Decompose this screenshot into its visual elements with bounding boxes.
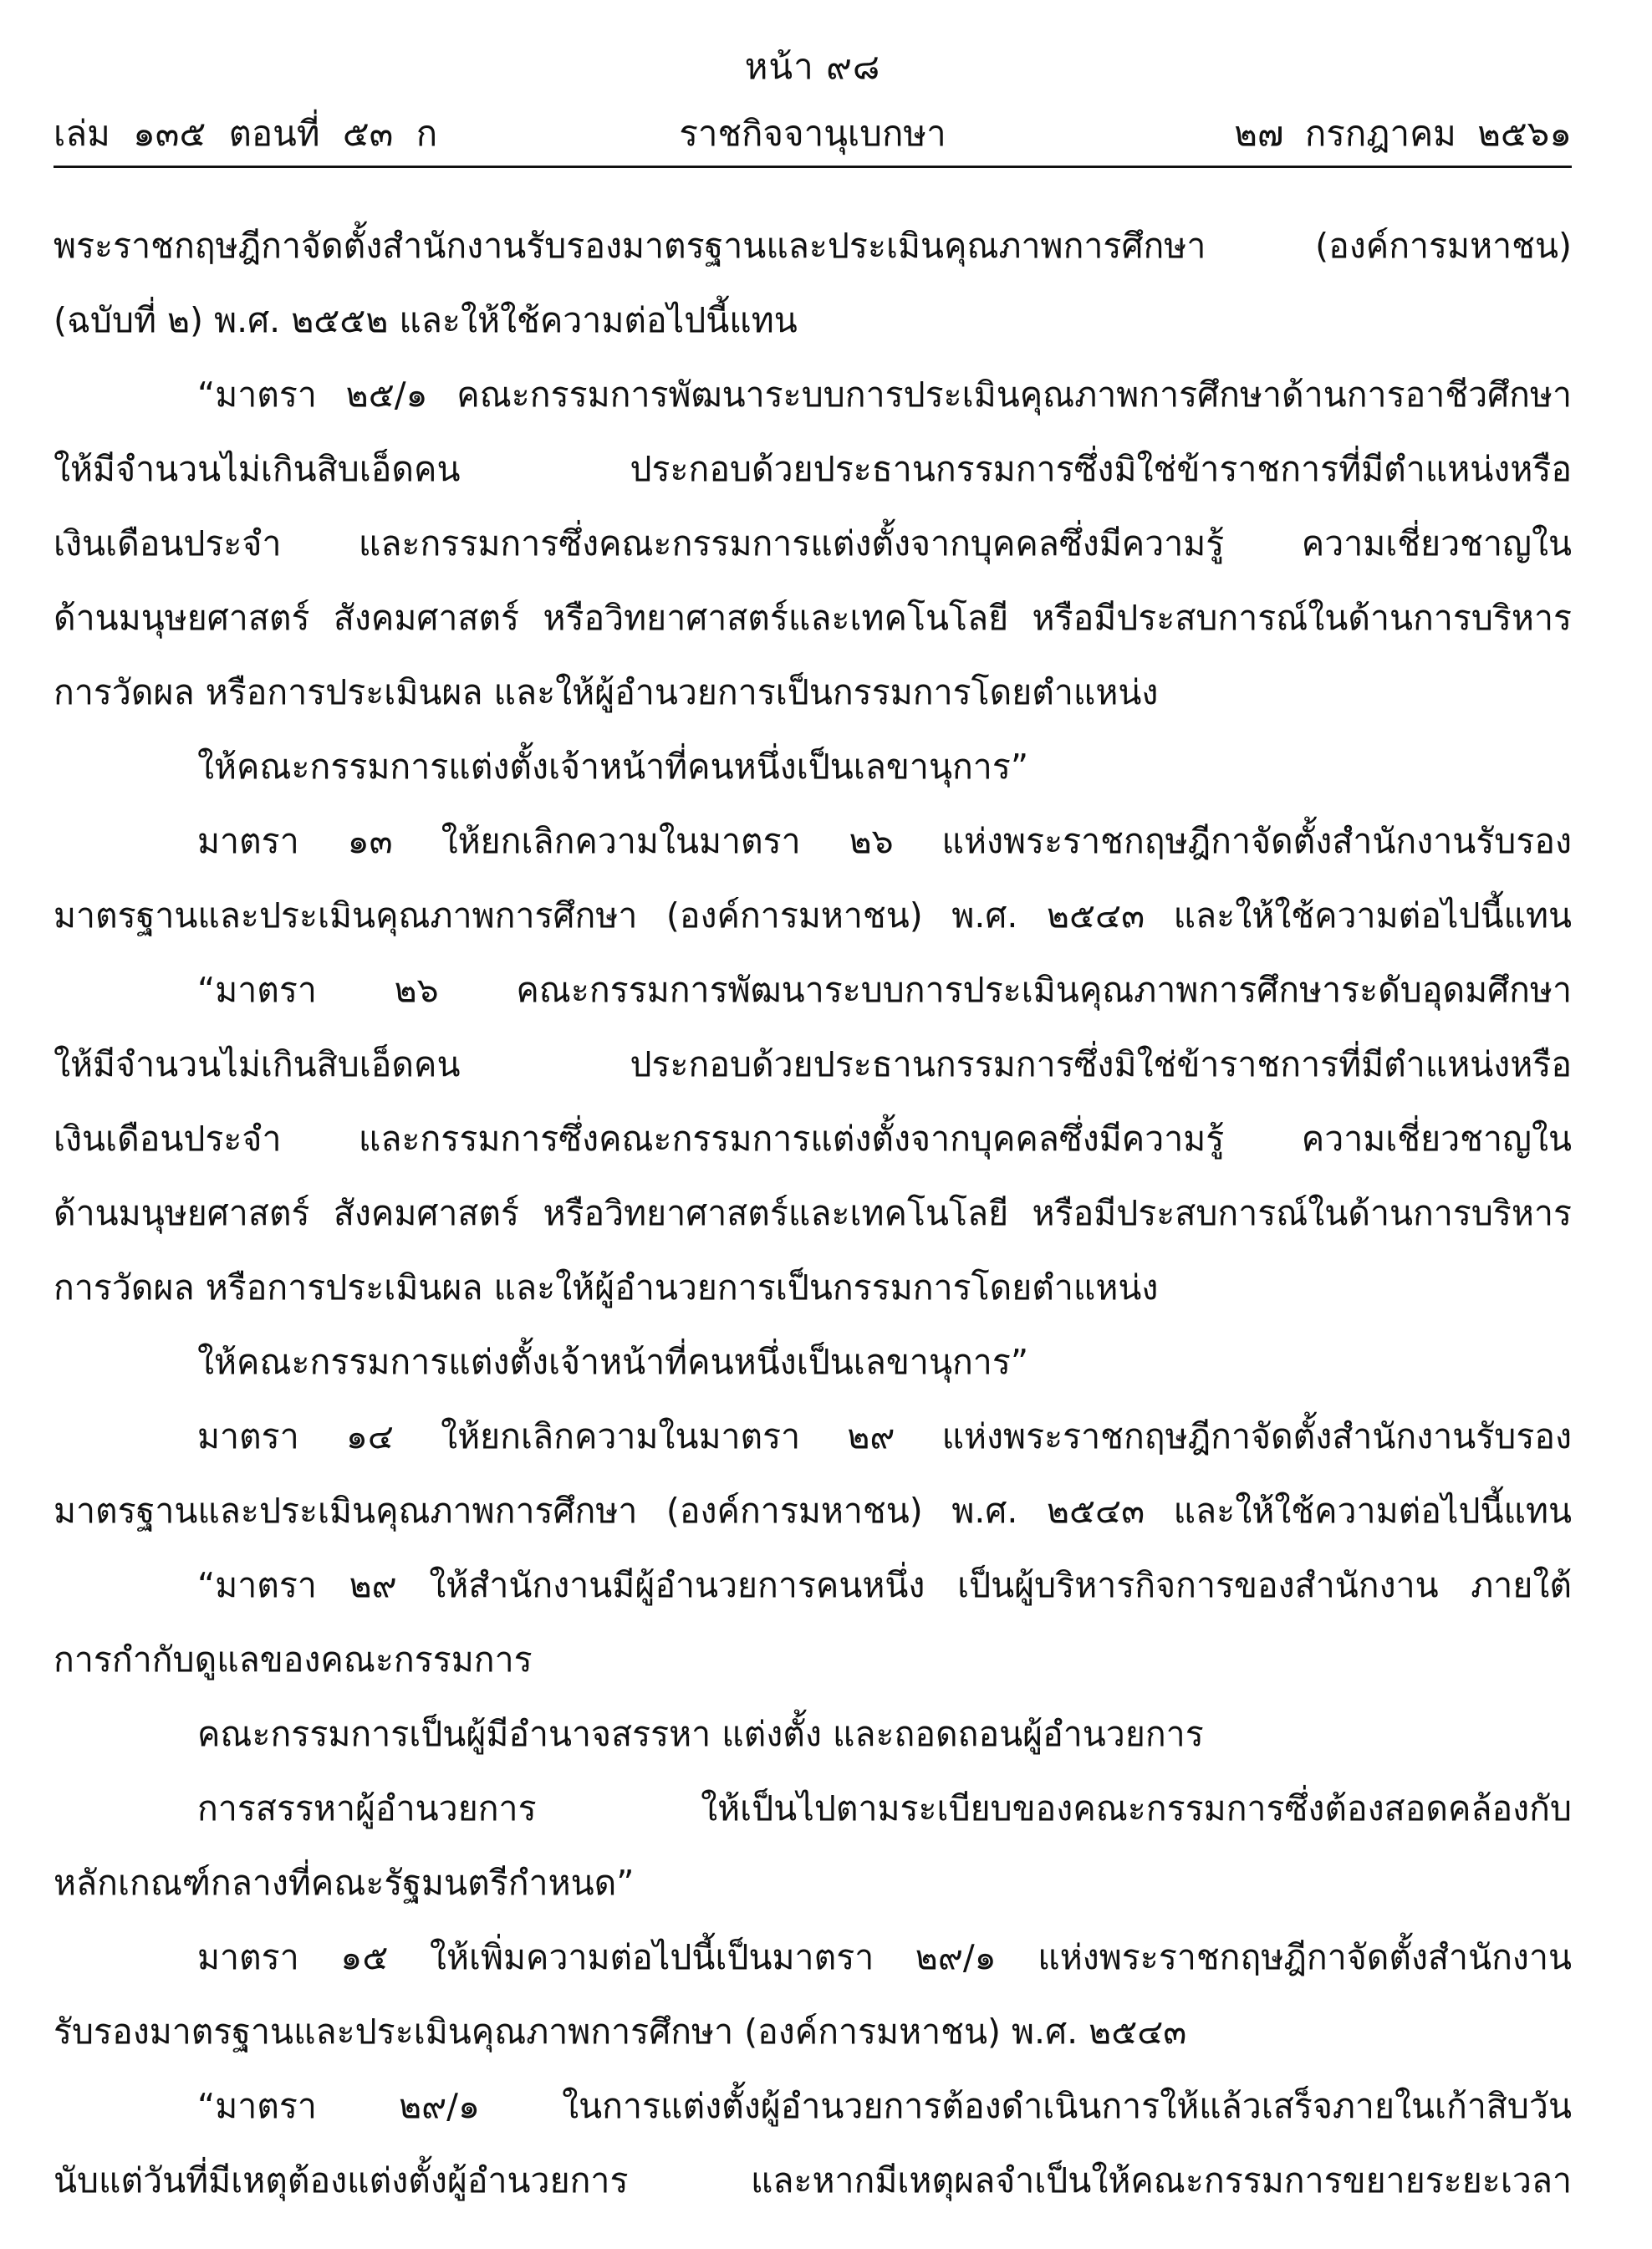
text-line: หลักเกณฑ์กลางที่คณะรัฐมนตรีกำหนด” bbox=[54, 1863, 635, 1903]
text-line: พระราชกฤษฎีกาจัดตั้งสำนักงานรับรองมาตรฐานและประเมินคุณภาพการศึกษา (องค์การมหาชน) bbox=[54, 226, 1572, 266]
text-line: มาตรา ๑๓ ให้ยกเลิกความในมาตรา ๒๖ แห่งพระราชกฤษฎีกาจัดตั้งสำนักงานรับรอง bbox=[197, 821, 1572, 861]
text-line: ให้คณะกรรมการแต่งตั้งเจ้าหน้าที่คนหนึ่งเป็นเลขานุการ” bbox=[197, 1342, 1029, 1382]
text-line: “มาตรา ๒๙ ให้สำนักงานมีผู้อำนวยการคนหนึ่ง เป็นผู้บริหารกิจการของสำนักงาน ภายใต้ bbox=[197, 1565, 1572, 1605]
text-line: ให้มีจำนวนไม่เกินสิบเอ็ดคน ประกอบด้วยประธานกรรมการซึ่งมิใช่ข้าราชการที่มีตำแหน่งหรือ bbox=[54, 449, 1572, 489]
text-line: การวัดผล หรือการประเมินผล และให้ผู้อำนวยการเป็นกรรมการโดยตำแหน่ง bbox=[54, 1267, 1159, 1308]
text-line: “มาตรา ๒๙/๑ ในการแต่งตั้งผู้อำนวยการต้องดำเนินการให้แล้วเสร็จภายในเก้าสิบวัน bbox=[197, 2086, 1572, 2126]
text-line: เงินเดือนประจำ และกรรมการซึ่งคณะกรรมการแต่งตั้งจากบุคคลซึ่งมีความรู้ ความเชี่ยวชาญใน bbox=[54, 1119, 1572, 1159]
header-row bbox=[54, 109, 1572, 159]
text-line: มาตรา ๑๔ ให้ยกเลิกความในมาตรา ๒๙ แห่งพระราชกฤษฎีกาจัดตั้งสำนักงานรับรอง bbox=[197, 1416, 1572, 1456]
text-line: มาตรฐานและประเมินคุณภาพการศึกษา (องค์การมหาชน) พ.ศ. ๒๕๔๓ และให้ใช้ความต่อไปนี้แทน bbox=[54, 895, 1572, 936]
issue-info: เล่ม ๑๓๕ ตอนที่ ๕๓ ก bbox=[54, 113, 438, 154]
text-line: “มาตรา ๒๕/๑ คณะกรรมการพัฒนาระบบการประเมินคุณภาพการศึกษาด้านการอาชีวศึกษา bbox=[197, 375, 1572, 415]
text-line: รับรองมาตรฐานและประเมินคุณภาพการศึกษา (องค์การมหาชน) พ.ศ. ๒๕๔๓ bbox=[54, 2012, 1187, 2052]
page-header bbox=[54, 42, 1572, 167]
text-line: มาตรฐานและประเมินคุณภาพการศึกษา (องค์การมหาชน) พ.ศ. ๒๕๔๓ และให้ใช้ความต่อไปนี้แทน bbox=[54, 1491, 1572, 1531]
text-line: ให้มีจำนวนไม่เกินสิบเอ็ดคน ประกอบด้วยประธานกรรมการซึ่งมิใช่ข้าราชการที่มีตำแหน่งหรือ bbox=[54, 1044, 1572, 1084]
text-line: ด้านมนุษยศาสตร์ สังคมศาสตร์ หรือวิทยาศาสตร์และเทคโนโลยี หรือมีประสบการณ์ในด้านการบริหาร bbox=[54, 1193, 1572, 1233]
text-line: นับแต่วันที่มีเหตุต้องแต่งตั้งผู้อำนวยการ และหากมีเหตุผลจำเป็นให้คณะกรรมการขยายระยะเวลา bbox=[54, 2160, 1572, 2201]
document-body bbox=[54, 209, 1572, 2232]
page-number: หน้า ๙๘ bbox=[744, 46, 881, 87]
text-line: ให้คณะกรรมการแต่งตั้งเจ้าหน้าที่คนหนึ่งเป็นเลขานุการ” bbox=[197, 747, 1029, 787]
publication-title: ราชกิจจานุเบกษา bbox=[679, 113, 946, 154]
text-line: การกำกับดูแลของคณะกรรมการ bbox=[54, 1640, 533, 1680]
header-divider bbox=[54, 166, 1572, 168]
text-line: คณะกรรมการเป็นผู้มีอำนาจสรรหา แต่งตั้ง และถอดถอนผู้อำนวยการ bbox=[197, 1714, 1204, 1754]
text-line: เงินเดือนประจำ และกรรมการซึ่งคณะกรรมการแต่งตั้งจากบุคคลซึ่งมีความรู้ ความเชี่ยวชาญใน bbox=[54, 523, 1572, 564]
text-line: ด้านมนุษยศาสตร์ สังคมศาสตร์ หรือวิทยาศาสตร์และเทคโนโลยี หรือมีประสบการณ์ในด้านการบริหาร bbox=[54, 598, 1572, 638]
publication-date: ๒๗ กรกฎาคม ๒๕๖๑ bbox=[1234, 113, 1572, 154]
text-line: การสรรหาผู้อำนวยการ ให้เป็นไปตามระเบียบของคณะกรรมการซึ่งต้องสอดคล้องกับ bbox=[197, 1788, 1572, 1828]
text-line: (ฉบับที่ ๒) พ.ศ. ๒๕๕๒ และให้ใช้ความต่อไปนี้แทน bbox=[54, 300, 798, 340]
text-line: “มาตรา ๒๖ คณะกรรมการพัฒนาระบบการประเมินคุณภาพการศึกษาระดับอุดมศึกษา bbox=[197, 970, 1572, 1010]
text-line: การวัดผล หรือการประเมินผล และให้ผู้อำนวยการเป็นกรรมการโดยตำแหน่ง bbox=[54, 672, 1159, 712]
text-line: มาตรา ๑๕ ให้เพิ่มความต่อไปนี้เป็นมาตรา ๒๙/๑ แห่งพระราชกฤษฎีกาจัดตั้งสำนักงาน bbox=[197, 1937, 1572, 1977]
